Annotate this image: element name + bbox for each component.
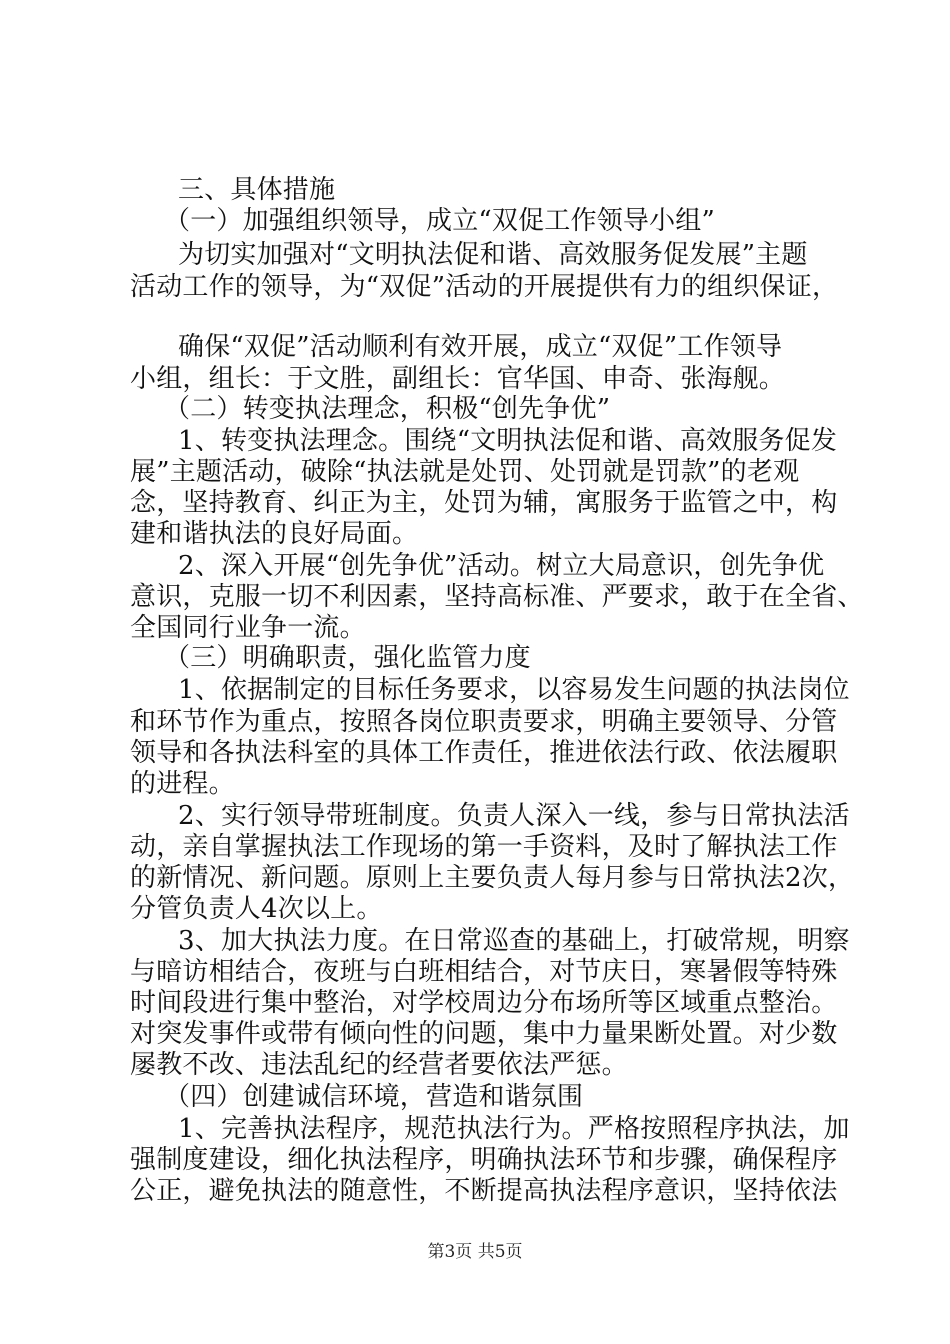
body-line: 动，亲自掌握执法工作现场的第一手资料，及时了解执法工作 xyxy=(130,832,838,862)
subsection-heading: （四）创建诚信环境，营造和谐氛围 xyxy=(164,1082,584,1112)
body-line: 对突发事件或带有倾向性的问题，集中力量果断处置。对少数 xyxy=(130,1019,838,1049)
body-line: 意识，克服一切不利因素，坚持高标准、严要求，敢于在全省、 xyxy=(130,582,864,612)
body-line: 2、实行领导带班制度。负责人深入一线，参与日常执法活 xyxy=(178,801,850,831)
subsection-heading: （二）转变执法理念，积极“创先争优” xyxy=(164,394,611,424)
body-line: 3、加大执法力度。在日常巡查的基础上，打破常规，明察 xyxy=(178,926,850,956)
body-line: 强制度建设，细化执法程序，明确执法环节和步骤，确保程序 xyxy=(130,1145,838,1175)
body-line: 2、深入开展“创先争优”活动。树立大局意识，创先争优 xyxy=(178,551,825,581)
body-line: 1、转变执法理念。围绕“文明执法促和谐、高效服务促发 xyxy=(178,426,838,456)
section-heading: 三、具体措施 xyxy=(178,175,336,205)
body-line: 1、依据制定的目标任务要求，以容易发生问题的执法岗位 xyxy=(178,675,850,705)
body-line: 1、完善执法程序，规范执法行为。严格按照程序执法，加 xyxy=(178,1114,850,1144)
subsection-heading: （三）明确职责，强化监管力度 xyxy=(164,643,531,673)
body-line: 全国同行业争一流。 xyxy=(130,613,366,643)
body-line: 公正，避免执法的随意性，不断提高执法程序意识，坚持依法 xyxy=(130,1176,838,1206)
body-line: 与暗访相结合，夜班与白班相结合，对节庆日，寒暑假等特殊 xyxy=(130,957,838,987)
body-line: 展”主题活动，破除“执法就是处罚、处罚就是罚款”的老观 xyxy=(130,457,800,487)
body-line: 建和谐执法的良好局面。 xyxy=(130,519,419,549)
body-line: 念，坚持教育、纠正为主，处罚为辅，寓服务于监管之中，构 xyxy=(130,488,838,518)
body-line: 和环节作为重点，按照各岗位职责要求，明确主要领导、分管 xyxy=(130,707,838,737)
body-line: 为切实加强对“文明执法促和谐、高效服务促发展”主题 xyxy=(178,240,808,270)
subsection-heading: （一）加强组织领导，成立“双促工作领导小组” xyxy=(164,206,715,236)
body-line: 领导和各执法科室的具体工作责任，推进依法行政、依法履职 xyxy=(130,738,838,768)
body-line: 的新情况、新问题。原则上主要负责人每月参与日常执法2次， xyxy=(130,863,855,893)
body-line: 分管负责人4次以上。 xyxy=(130,894,383,924)
page-number: 第3页 共5页 xyxy=(427,1242,523,1262)
body-line: 的进程。 xyxy=(130,769,235,799)
body-line: 屡教不改、违法乱纪的经营者要依法严惩。 xyxy=(130,1050,628,1080)
body-line: 时间段进行集中整治，对学校周边分布场所等区域重点整治。 xyxy=(130,988,838,1018)
body-line: 活动工作的领导，为“双促”活动的开展提供有力的组织保证， xyxy=(130,272,839,302)
body-line: 小组，组长：于文胜，副组长：官华国、申奇、张海舰。 xyxy=(130,364,786,394)
body-line: 确保“双促”活动顺利有效开展，成立“双促”工作领导 xyxy=(178,332,783,362)
